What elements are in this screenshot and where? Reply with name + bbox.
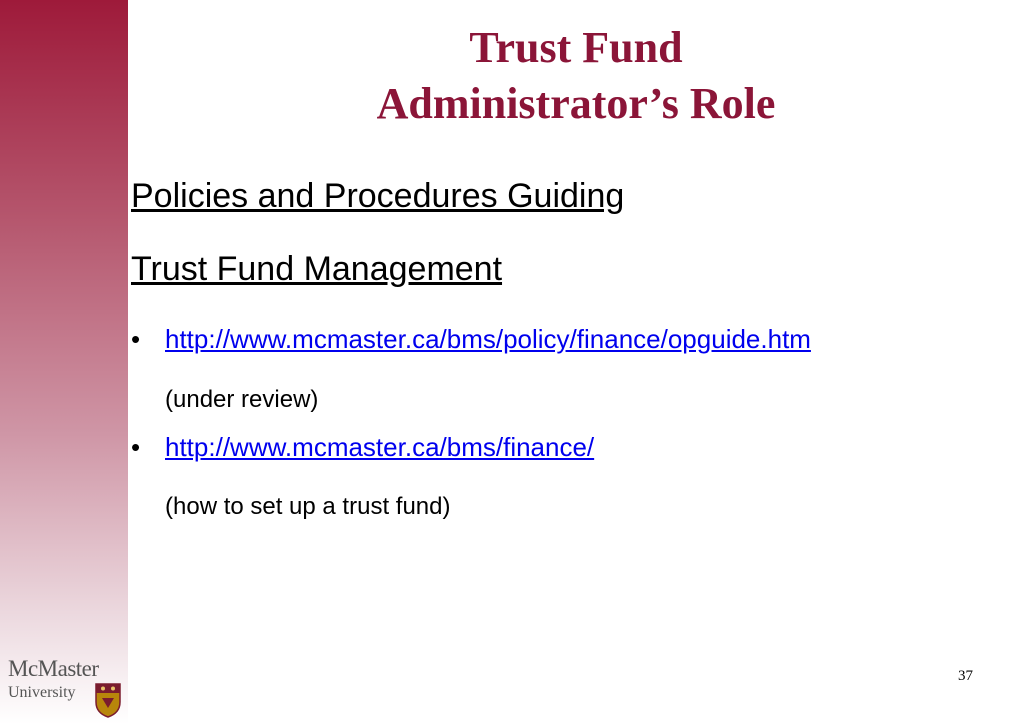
logo-name-bottom: University bbox=[8, 684, 76, 701]
mcmaster-logo bbox=[8, 656, 128, 720]
opguide-link[interactable]: http://www.mcmaster.ca/bms/policy/finance/opguide.htm bbox=[165, 324, 811, 354]
bullet-note: (how to set up a trust fund) bbox=[165, 493, 451, 520]
title-line-1: Trust Fund bbox=[469, 23, 683, 72]
bullet-marker: • bbox=[131, 432, 141, 462]
section-heading-line-1: Policies and Procedures Guiding bbox=[131, 177, 625, 215]
side-gradient-band bbox=[0, 0, 128, 724]
page-number: 37 bbox=[958, 668, 973, 684]
title-line-2: Administrator’s Role bbox=[376, 79, 776, 128]
section-heading-line-2: Trust Fund Management bbox=[131, 250, 503, 288]
finance-link[interactable]: http://www.mcmaster.ca/bms/finance/ bbox=[165, 432, 595, 462]
logo-name-top: McMaster bbox=[8, 656, 99, 681]
bullet-marker: • bbox=[131, 324, 141, 354]
crest-icon bbox=[94, 682, 122, 718]
slide-title bbox=[128, 20, 1024, 132]
bullet-note: (under review) bbox=[165, 386, 319, 413]
